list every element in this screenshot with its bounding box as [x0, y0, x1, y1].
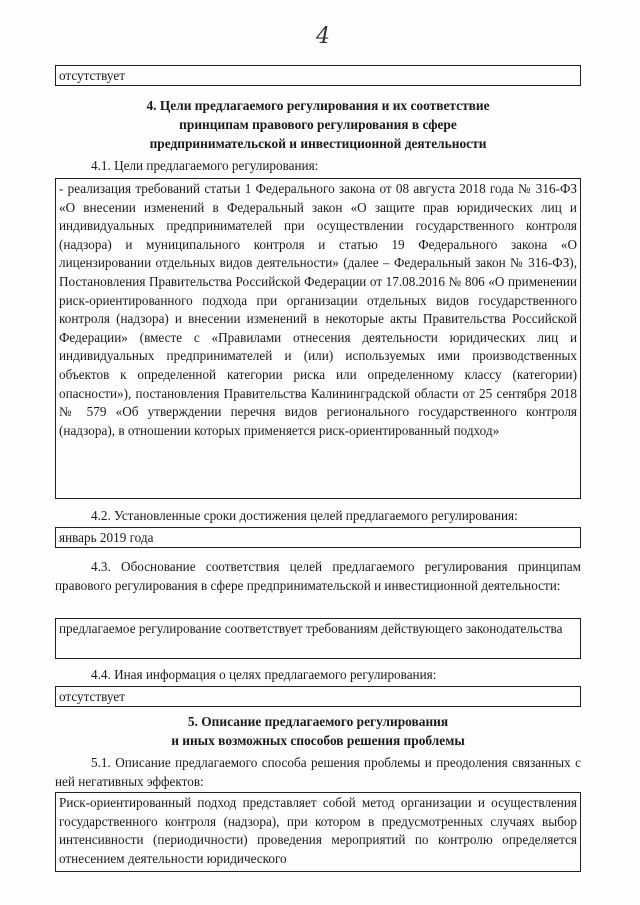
- page-number: 4: [316, 24, 330, 49]
- heading-line: 4. Цели предлагаемого регулирования и их соответствие: [146, 98, 490, 113]
- question-4-4-label: 4.4. Иная информация о целях предлагаемого регулирования:: [91, 667, 437, 682]
- question-5-1-label: 5.1. Описание предлагаемого способа решения проблемы и преодоления связанных с ней негативных эффектов:: [55, 755, 581, 789]
- previous-answer-box: отсутствует: [55, 65, 581, 86]
- heading-line: 5. Описание предлагаемого регулирования: [187, 714, 449, 729]
- answer-4-1-box: - реализация требований статьи 1 Федерального закона от 08 августа 2018 года № 316-ФЗ «О внесении изменений в Федеральный закон «О защите прав юридических лиц и индивидуальных предпринимателей при осуществлении государственного контроля (надзора) и муниципального контроля и статью 19 Федерального закона «О лицензировании отдельных видов деятельности» (далее – Федеральный закон № 316-ФЗ), Постановления Правительства Российской Федерации от 17.08.2016 № 806 «О применении риск-ориентированного подхода при организации отдельных видов государственного контроля (надзора) и внесении изменений в некоторые акты Правительства Российской Федерации» (вместе с «Правилами отнесения деятельности юридических лиц и индивидуальных предпринимателей и (или) используемых ими производственных объектов к определенной категории риска или определенному классу (категории) опасности»), постановления Правительства Калининградской области от 25 сентября 2018 № 579 «Об утверждении перечня видов регионального государственного контроля (надзора), в отношении которых применяется риск-ориентированный подход»: [55, 178, 581, 499]
- answer-5-1-box: Риск-ориентированный подход представляет собой метод организации и осуществления государственного контроля (надзора), при котором в предусмотренных случаях выбор интенсивности (периодичности) проведения мероприятий по контролю определяется отнесением деятельности юридического: [55, 792, 581, 872]
- question-4-3-label: 4.3. Обоснование соответствия целей предлагаемого регулирования принципам правового регулирования в сфере предпринимательской и инвестиционной деятельности:: [55, 559, 581, 593]
- section-4-heading: [55, 96, 581, 153]
- question-4-1-label: 4.1. Цели предлагаемого регулирования:: [91, 158, 319, 173]
- question-4-2-label: 4.2. Установленные сроки достижения целей предлагаемого регулирования:: [91, 508, 518, 523]
- answer-4-2-box: январь 2019 года: [55, 527, 581, 548]
- answer-4-4-box: отсутствует: [55, 686, 581, 707]
- section-5-heading: [55, 712, 581, 750]
- answer-4-3-box: предлагаемое регулирование соответствует требованиям действующего законодательства: [55, 618, 581, 659]
- heading-line: и иных возможных способов решения проблемы: [171, 733, 465, 748]
- heading-line: предпринимательской и инвестиционной деятельности: [149, 136, 487, 151]
- heading-line: принципам правового регулирования в сфере: [179, 117, 457, 132]
